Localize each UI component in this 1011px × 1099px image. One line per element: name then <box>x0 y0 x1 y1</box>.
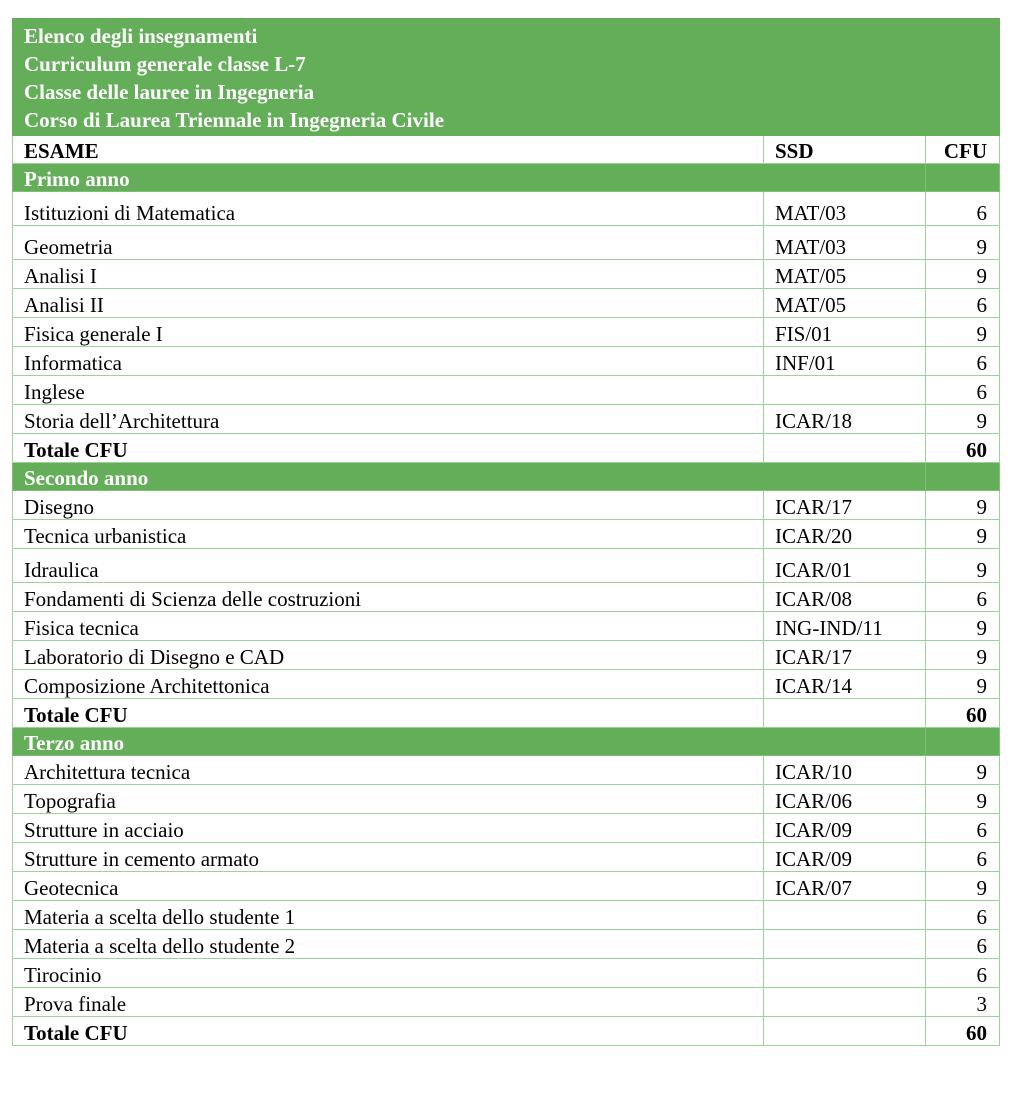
course-cfu: 9 <box>926 549 1000 583</box>
course-ssd: ICAR/09 <box>764 843 926 872</box>
course-row <box>13 583 1000 612</box>
course-row <box>13 376 1000 405</box>
column-header-row <box>13 136 1000 164</box>
section-total-row <box>13 1017 1000 1046</box>
course-row <box>13 785 1000 814</box>
course-row <box>13 814 1000 843</box>
course-name: Topografia <box>13 785 764 814</box>
course-row <box>13 872 1000 901</box>
curriculum-table <box>12 18 1000 1046</box>
course-name: Materia a scelta dello studente 1 <box>13 901 764 930</box>
total-label: Totale CFU <box>13 434 764 463</box>
course-name: Strutture in cemento armato <box>13 843 764 872</box>
course-row <box>13 318 1000 347</box>
table-title-block <box>13 19 1000 136</box>
section-cfu-empty <box>926 164 1000 192</box>
course-ssd: ICAR/18 <box>764 405 926 434</box>
course-cfu: 6 <box>926 347 1000 376</box>
section-title: Secondo anno <box>13 463 764 491</box>
course-ssd: ICAR/06 <box>764 785 926 814</box>
course-cfu: 9 <box>926 641 1000 670</box>
course-ssd: ICAR/20 <box>764 520 926 549</box>
course-row <box>13 260 1000 289</box>
course-cfu: 9 <box>926 612 1000 641</box>
course-ssd: FIS/01 <box>764 318 926 347</box>
course-cfu: 9 <box>926 872 1000 901</box>
course-name: Analisi I <box>13 260 764 289</box>
course-name: Architettura tecnica <box>13 756 764 785</box>
course-name: Informatica <box>13 347 764 376</box>
course-name: Materia a scelta dello studente 2 <box>13 930 764 959</box>
course-ssd: MAT/03 <box>764 192 926 226</box>
course-cfu: 6 <box>926 843 1000 872</box>
section-cfu-empty <box>926 463 1000 491</box>
course-ssd: ICAR/07 <box>764 872 926 901</box>
total-cfu: 60 <box>926 699 1000 728</box>
course-cfu: 6 <box>926 901 1000 930</box>
course-ssd <box>764 959 926 988</box>
course-ssd: ICAR/01 <box>764 549 926 583</box>
total-cfu: 60 <box>926 434 1000 463</box>
course-ssd: ING-IND/11 <box>764 612 926 641</box>
course-ssd: ICAR/17 <box>764 641 926 670</box>
course-row <box>13 549 1000 583</box>
course-name: Disegno <box>13 491 764 520</box>
course-ssd <box>764 930 926 959</box>
section-ssd-empty <box>764 463 926 491</box>
title-line-course: Corso di Laurea Triennale in Ingegneria Civile <box>24 108 445 132</box>
course-ssd: ICAR/10 <box>764 756 926 785</box>
course-cfu: 9 <box>926 226 1000 260</box>
course-ssd: MAT/03 <box>764 226 926 260</box>
course-ssd: INF/01 <box>764 347 926 376</box>
course-row <box>13 289 1000 318</box>
course-cfu: 9 <box>926 318 1000 347</box>
section-title: Primo anno <box>13 164 764 192</box>
course-cfu: 9 <box>926 491 1000 520</box>
course-row <box>13 959 1000 988</box>
course-cfu: 6 <box>926 376 1000 405</box>
course-ssd: MAT/05 <box>764 260 926 289</box>
section-total-row <box>13 434 1000 463</box>
course-cfu: 6 <box>926 583 1000 612</box>
course-cfu: 6 <box>926 192 1000 226</box>
course-cfu: 9 <box>926 785 1000 814</box>
course-name: Tirocinio <box>13 959 764 988</box>
course-row <box>13 901 1000 930</box>
section-header-row <box>13 728 1000 756</box>
course-name: Composizione Architettonica <box>13 670 764 699</box>
course-ssd: ICAR/09 <box>764 814 926 843</box>
course-name: Laboratorio di Disegno e CAD <box>13 641 764 670</box>
course-row <box>13 491 1000 520</box>
course-name: Tecnica urbanistica <box>13 520 764 549</box>
total-cfu: 60 <box>926 1017 1000 1046</box>
table-title-cell <box>13 19 1000 136</box>
title-line-curriculum: Curriculum generale classe L-7 <box>24 52 306 76</box>
course-ssd: ICAR/14 <box>764 670 926 699</box>
section-ssd-empty <box>764 164 926 192</box>
course-row <box>13 988 1000 1017</box>
course-cfu: 6 <box>926 959 1000 988</box>
course-cfu: 9 <box>926 405 1000 434</box>
total-label: Totale CFU <box>13 699 764 728</box>
course-name: Geometria <box>13 226 764 260</box>
course-name: Fondamenti di Scienza delle costruzioni <box>13 583 764 612</box>
course-ssd <box>764 988 926 1017</box>
course-name: Idraulica <box>13 549 764 583</box>
section-title: Terzo anno <box>13 728 764 756</box>
column-header-exam: ESAME <box>13 136 764 164</box>
course-ssd: ICAR/17 <box>764 491 926 520</box>
course-row <box>13 405 1000 434</box>
course-row <box>13 756 1000 785</box>
course-cfu: 6 <box>926 289 1000 318</box>
course-cfu: 6 <box>926 814 1000 843</box>
course-cfu: 9 <box>926 520 1000 549</box>
course-name: Strutture in acciaio <box>13 814 764 843</box>
section-header-row <box>13 463 1000 491</box>
section-total-row <box>13 699 1000 728</box>
title-line-list: Elenco degli insegnamenti <box>24 24 258 48</box>
course-name: Analisi II <box>13 289 764 318</box>
course-row <box>13 641 1000 670</box>
course-cfu: 3 <box>926 988 1000 1017</box>
title-line-class: Classe delle lauree in Ingegneria <box>24 80 315 104</box>
section-ssd-empty <box>764 728 926 756</box>
total-ssd-empty <box>764 1017 926 1046</box>
course-name: Fisica generale I <box>13 318 764 347</box>
course-row <box>13 670 1000 699</box>
course-row <box>13 226 1000 260</box>
course-row <box>13 930 1000 959</box>
total-ssd-empty <box>764 434 926 463</box>
course-name: Istituzioni di Matematica <box>13 192 764 226</box>
total-label: Totale CFU <box>13 1017 764 1046</box>
course-ssd: ICAR/08 <box>764 583 926 612</box>
course-ssd <box>764 376 926 405</box>
course-name: Geotecnica <box>13 872 764 901</box>
course-ssd: MAT/05 <box>764 289 926 318</box>
total-ssd-empty <box>764 699 926 728</box>
course-row <box>13 612 1000 641</box>
course-row <box>13 843 1000 872</box>
course-name: Fisica tecnica <box>13 612 764 641</box>
course-row <box>13 520 1000 549</box>
course-cfu: 9 <box>926 260 1000 289</box>
column-header-ssd: SSD <box>764 136 926 164</box>
column-header-cfu: CFU <box>926 136 1000 164</box>
course-row <box>13 347 1000 376</box>
course-cfu: 6 <box>926 930 1000 959</box>
section-cfu-empty <box>926 728 1000 756</box>
course-ssd <box>764 901 926 930</box>
course-cfu: 9 <box>926 756 1000 785</box>
course-cfu: 9 <box>926 670 1000 699</box>
course-name: Inglese <box>13 376 764 405</box>
course-name: Prova finale <box>13 988 764 1017</box>
section-header-row <box>13 164 1000 192</box>
course-name: Storia dell’Architettura <box>13 405 764 434</box>
course-row <box>13 192 1000 226</box>
